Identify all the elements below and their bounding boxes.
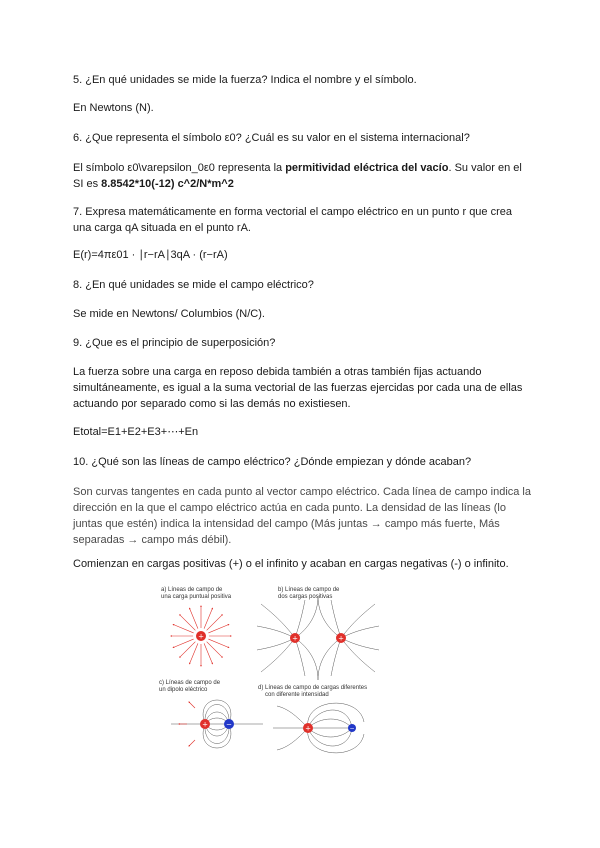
- formula-9: Etotal=E1+E2+E3+⋯+En: [73, 426, 199, 438]
- caption-c-line2: un dipolo eléctrico: [159, 687, 208, 693]
- plus-sign: +: [198, 632, 204, 641]
- answer-6-value: 8.8542*10(-12) c^2/N*m^2: [101, 178, 234, 190]
- plus-sign: +: [338, 634, 344, 643]
- answer-9: La fuerza sobre una carga en reposo debida también a otras también fijas actuando simultáneamente, es igual a la suma vectorial de las fuerzas ejercidas por cada una de ellas actuando por separado como si las demás no existiesen.: [73, 366, 523, 410]
- plus-sign: +: [292, 634, 298, 643]
- question-8: 8. ¿En qué unidades se mide el campo eléctrico?: [73, 279, 314, 291]
- field-lines-figure: [153, 582, 393, 760]
- minus-sign: −: [349, 725, 355, 733]
- caption-d-line1: d) Líneas de campo de cargas diferentes: [258, 685, 368, 691]
- formula-7: E(r)=4πε01 · ∣r−rA∣3qA · (r−rA): [73, 249, 228, 261]
- diagram-b-two-positive-charges: [257, 587, 379, 680]
- diagram-d-unequal-charges: [258, 685, 367, 753]
- caption-b-line2: dos cargas positivas: [278, 594, 333, 600]
- diagram-c-dipole: [159, 680, 263, 748]
- caption-d-line2: con diferente intensidad: [265, 692, 329, 698]
- answer-10-start-end: Comienzan en cargas positivas (+) o el infinito y acaban en cargas negativas (-) o infinito.: [73, 558, 509, 570]
- caption-a-line2: una carga puntual positiva: [161, 594, 232, 600]
- question-7: 7. Expresa matemáticamente en forma vectorial el campo eléctrico en un punto r que crea una carga qA situada en el punto rA.: [73, 206, 513, 234]
- answer-10-definition: Son curvas tangentes en cada punto al vector campo eléctrico. Cada línea de campo indica la dirección en la que el campo eléctrico actúa en cada punto. La densidad de las líneas (lo juntas que estén) indica la intensidad del campo (Más juntas → campo más fuerte, Más separadas → campo más débil).: [73, 486, 531, 546]
- answer-6-text-2: . Su valor en el SI es: [73, 162, 522, 190]
- answer-6-bold-term: permitividad eléctrica del vacío: [285, 162, 449, 174]
- question-9: 9. ¿Que es el principio de superposición?: [73, 337, 276, 349]
- question-10: 10. ¿Qué son las líneas de campo eléctrico? ¿Dónde empiezan y dónde acaban?: [73, 456, 472, 468]
- repulsive-field-lines: [257, 596, 379, 680]
- answer-8: Se mide en Newtons/ Columbios (N/C).: [73, 308, 265, 320]
- answer-6-text-1: El símbolo ε0\varepsilon_0ε0 representa la: [73, 162, 286, 174]
- answer-6: [73, 160, 533, 192]
- question-5: 5. ¿En qué unidades se mide la fuerza? Indica el nombre y el símbolo.: [73, 74, 417, 86]
- diagram-a-positive-charge: [161, 587, 232, 666]
- minus-sign: −: [226, 720, 232, 729]
- question-6: 6. ¿Que representa el símbolo ε0? ¿Cuál es su valor en el sistema internacional?: [73, 132, 470, 144]
- plus-sign: +: [305, 724, 311, 733]
- plus-sign: +: [202, 720, 208, 729]
- caption-c-line1: c) Líneas de campo de: [159, 680, 221, 686]
- answer-5: En Newtons (N).: [73, 102, 154, 114]
- caption-a-line1: a) Líneas de campo de: [161, 587, 223, 593]
- caption-b-line1: b) Líneas de campo de: [278, 587, 340, 593]
